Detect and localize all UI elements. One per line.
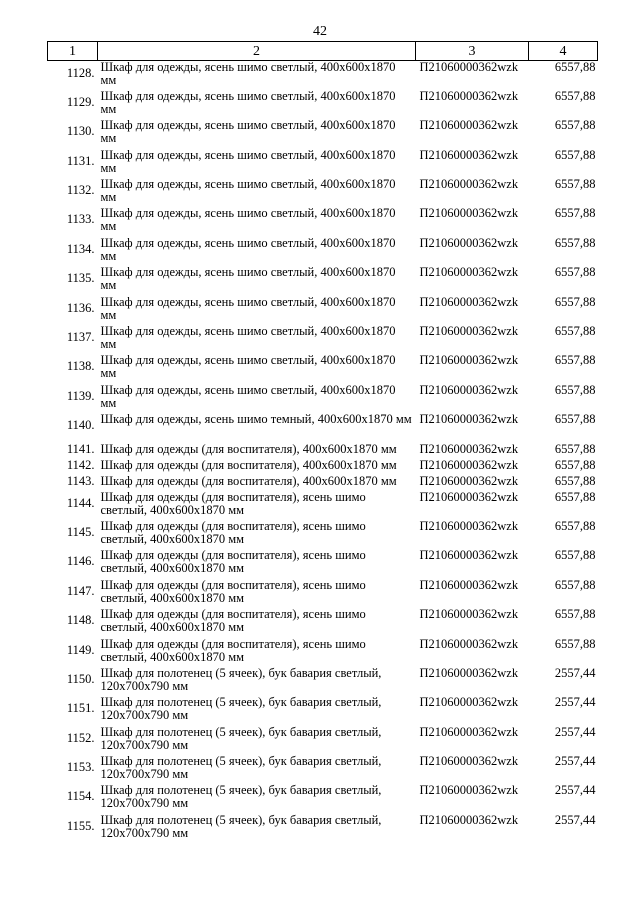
row-code: П21060000362wzk [419,383,519,397]
column-header-price: 4 [529,42,598,61]
row-price: 6557,88 [554,637,596,651]
row-price: 6557,88 [554,178,596,192]
row-number: 1133. [66,212,95,227]
row-description: Шкаф для полотенец (5 ячеек), бук бавария светлый, 120x700x790 мм [100,755,382,782]
row-number: 1151. [66,701,95,716]
row-price: 2557,44 [554,725,596,739]
row-description: Шкаф для одежды, ясень шимо светлый, 400x600x1870 мм [100,383,396,410]
row-code: П21060000362wzk [419,178,519,192]
row-description: Шкаф для одежды (для воспитателя), 400x600x1870 мм [100,458,397,472]
row-price: 6557,88 [554,474,596,488]
row-description: Шкаф для одежды (для воспитателя), ясень шимо светлый, 400x600x1870 мм [100,490,366,517]
row-description: Шкаф для одежды, ясень шимо светлый, 400x600x1870 мм [100,148,396,175]
table-row [48,475,598,491]
table-row [48,549,598,578]
row-number: 1138. [66,359,95,374]
table-row [48,237,598,266]
table-row [48,755,598,784]
row-description: Шкаф для одежды (для воспитателя), ясень шимо светлый, 400x600x1870 мм [100,608,366,635]
row-code: П21060000362wzk [419,608,519,622]
row-code: П21060000362wzk [419,578,519,592]
row-number: 1129. [66,94,95,109]
row-number: 1140. [66,418,95,433]
table-row [48,814,598,843]
row-number: 1154. [66,789,95,804]
row-description: Шкаф для полотенец (5 ячеек), бук бавария светлый, 120x700x790 мм [100,725,382,752]
table-row [48,784,598,813]
row-number: 1128. [66,66,95,80]
row-price: 2557,44 [554,696,596,710]
row-code: П21060000362wzk [419,148,519,162]
row-price: 6557,88 [554,266,596,280]
row-number: 1144. [66,495,95,510]
row-number: 1130. [66,124,95,139]
row-description: Шкаф для одежды (для воспитателя), 400x600x1870 мм [100,474,397,488]
table-row [48,354,598,383]
column-header-number: 1 [48,42,98,61]
row-code: П21060000362wzk [419,696,519,710]
row-code: П21060000362wzk [419,666,519,680]
row-description: Шкаф для полотенец (5 ячеек), бук бавария светлый, 120x700x790 мм [100,666,382,693]
row-price: 6557,88 [554,207,596,221]
row-code: П21060000362wzk [419,89,519,103]
row-code: П21060000362wzk [419,413,519,427]
table-row [48,520,598,549]
row-description: Шкаф для одежды (для воспитателя), ясень шимо светлый, 400x600x1870 мм [100,549,366,576]
row-price: 6557,88 [554,519,596,533]
row-code: П21060000362wzk [419,490,519,504]
table-header-row [48,42,598,61]
row-description: Шкаф для одежды, ясень шимо светлый, 400x600x1870 мм [100,354,396,381]
row-description: Шкаф для одежды, ясень шимо светлый, 400x600x1870 мм [100,207,396,234]
row-description: Шкаф для одежды, ясень шимо светлый, 400x600x1870 мм [100,266,396,293]
row-number: 1145. [66,524,95,539]
row-number: 1147. [66,583,95,598]
row-price: 6557,88 [554,60,596,74]
row-description: Шкаф для одежды (для воспитателя), ясень шимо светлый, 400x600x1870 мм [100,519,366,546]
row-code: П21060000362wzk [419,295,519,309]
row-code: П21060000362wzk [419,207,519,221]
row-code: П21060000362wzk [419,549,519,563]
column-header-code: 3 [416,42,529,61]
row-price: 2557,44 [554,755,596,769]
row-code: П21060000362wzk [419,119,519,133]
column-header-description: 2 [98,42,416,61]
row-description: Шкаф для одежды (для воспитателя), ясень шимо светлый, 400x600x1870 мм [100,578,366,605]
row-number: 1146. [66,554,95,569]
table-row [48,459,598,475]
table-row [48,696,598,725]
table-row [48,296,598,325]
row-price: 6557,88 [554,490,596,504]
table-body [48,61,598,844]
table-row [48,325,598,354]
table-row [48,149,598,178]
row-price: 6557,88 [554,578,596,592]
row-price: 6557,88 [554,89,596,103]
table-row [48,667,598,696]
row-code: П21060000362wzk [419,236,519,250]
row-number: 1137. [66,330,95,345]
row-price: 2557,44 [554,813,596,827]
row-number: 1152. [66,730,95,745]
row-code: П21060000362wzk [419,784,519,798]
row-price: 6557,88 [554,119,596,133]
row-price: 6557,88 [554,458,596,472]
row-description: Шкаф для одежды, ясень шимо светлый, 400x600x1870 мм [100,119,396,146]
row-description: Шкаф для полотенец (5 ячеек), бук бавария светлый, 120x700x790 мм [100,696,382,723]
table-row [48,266,598,295]
row-code: П21060000362wzk [419,813,519,827]
row-number: 1131. [66,153,95,168]
table-row [48,413,598,442]
row-code: П21060000362wzk [419,325,519,339]
row-price: 6557,88 [554,442,596,456]
table-row [48,384,598,413]
row-code: П21060000362wzk [419,474,519,488]
row-number: 1139. [66,388,95,403]
row-number: 1136. [66,300,95,315]
row-number: 1143. [66,474,95,488]
row-code: П21060000362wzk [419,266,519,280]
row-price: 6557,88 [554,383,596,397]
row-description: Шкаф для одежды, ясень шимо светлый, 400x600x1870 мм [100,325,396,352]
items-table-container [47,41,597,843]
table-row [48,207,598,236]
row-description: Шкаф для полотенец (5 ячеек), бук бавария светлый, 120x700x790 мм [100,813,382,840]
page-number: 42 [313,24,327,39]
row-code: П21060000362wzk [419,354,519,368]
row-number: 1141. [66,442,95,456]
row-number: 1148. [66,613,95,628]
table-row [48,90,598,119]
row-number: 1132. [66,183,95,198]
row-number: 1142. [66,458,95,472]
row-code: П21060000362wzk [419,519,519,533]
row-code: П21060000362wzk [419,725,519,739]
row-price: 6557,88 [554,608,596,622]
row-number: 1153. [66,760,95,775]
row-description: Шкаф для одежды, ясень шимо светлый, 400x600x1870 мм [100,236,396,263]
row-price: 6557,88 [554,295,596,309]
row-description: Шкаф для одежды, ясень шимо светлый, 400x600x1870 мм [100,178,396,205]
row-number: 1135. [66,271,95,286]
row-price: 6557,88 [554,148,596,162]
row-description: Шкаф для одежды (для воспитателя), 400x600x1870 мм [100,442,397,456]
row-description: Шкаф для одежды, ясень шимо светлый, 400x600x1870 мм [100,295,396,322]
row-price: 6557,88 [554,413,596,427]
items-table [47,41,598,843]
table-row [48,61,598,90]
table-row [48,119,598,148]
table-row [48,608,598,637]
row-description: Шкаф для одежды, ясень шимо светлый, 400x600x1870 мм [100,89,396,116]
table-row [48,638,598,667]
row-code: П21060000362wzk [419,637,519,651]
row-description: Шкаф для одежды, ясень шимо светлый, 400x600x1870 мм [100,60,396,87]
row-number: 1134. [66,241,95,256]
row-code: П21060000362wzk [419,458,519,472]
row-number: 1150. [66,671,95,686]
row-price: 6557,88 [554,236,596,250]
table-row [48,579,598,608]
row-description: Шкаф для одежды (для воспитателя), ясень шимо светлый, 400x600x1870 мм [100,637,366,664]
row-price: 6557,88 [554,325,596,339]
table-row [48,443,598,459]
row-description: Шкаф для одежды, ясень шимо темный, 400x600x1870 мм [100,413,412,427]
row-code: П21060000362wzk [419,442,519,456]
table-row [48,491,598,520]
row-number: 1149. [66,642,95,657]
row-code: П21060000362wzk [419,755,519,769]
row-price: 6557,88 [554,354,596,368]
row-price: 2557,44 [554,784,596,798]
row-code: П21060000362wzk [419,60,519,74]
row-price: 2557,44 [554,666,596,680]
table-row [48,178,598,207]
row-number: 1155. [66,818,95,833]
row-price: 6557,88 [554,549,596,563]
table-row [48,726,598,755]
row-description: Шкаф для полотенец (5 ячеек), бук бавария светлый, 120x700x790 мм [100,784,382,811]
